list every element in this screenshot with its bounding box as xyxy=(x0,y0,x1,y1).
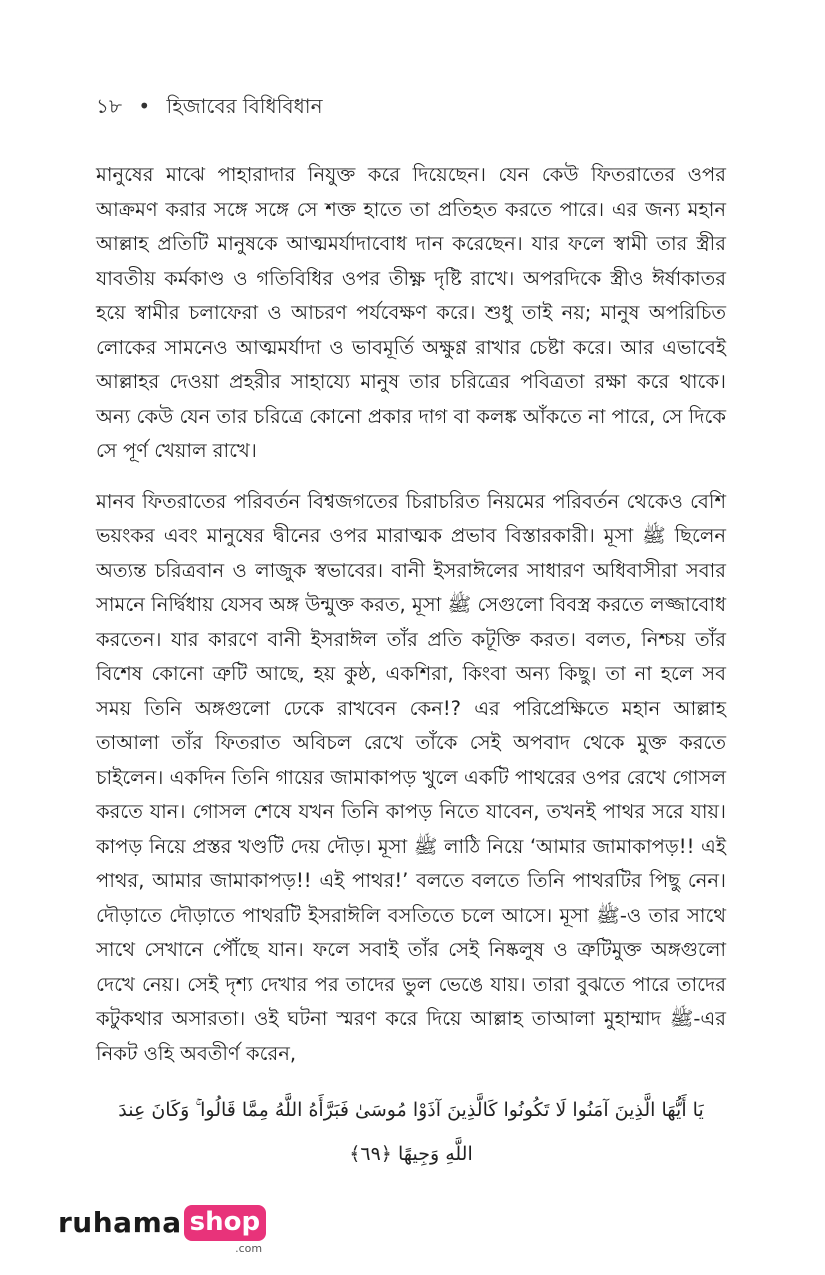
page-header xyxy=(96,92,323,125)
logo-text: ruhama xyxy=(58,1206,182,1239)
quran-verse-line-1: يَا أَيُّهَا الَّذِينَ آمَنُوا لَا تَكُونُوا كَالَّذِينَ آذَوْا مُوسَىٰ فَبَرَّأَهُ اللَّهُ مِمَّا قَالُوا ۚ وَكَانَ عِندَ xyxy=(118,1099,704,1121)
logo-badge: shop xyxy=(184,1205,266,1241)
ruhama-shop-logo xyxy=(58,1205,266,1255)
paragraph-2: মানব ফিতরাতের পরিবর্তন বিশ্বজগতের চিরাচরিত নিয়মের পরিবর্তন থেকেও বেশি ভয়ংকর এবং মানুষের দ্বীনের ওপর মারাত্মক প্রভাব বিস্তারকারী। মূসা ﷺ ছিলেন অত্যন্ত চরিত্রবান ও লাজুক স্বভাবের। বানী ইসরাঈলের সাধারণ অধিবাসীরা সবার সামনে নির্দ্বিধায় যেসব অঙ্গ উন্মুক্ত করত, মূসা ﷺ সেগুলো বিবস্ত্র করতে লজ্জাবোধ করতেন। যার কারণে বানী ইসরাঈল তাঁর প্রতি কটূক্তি করত। বলত, নিশ্চয় তাঁর বিশেষ কোনো ত্রুটি আছে, হয় কুষ্ঠ, একশিরা, কিংবা অন্য কিছু। তা না হলে সব সময় তিনি অঙ্গগুলো ঢেকে রাখবেন কেন!? এর পরিপ্রেক্ষিতে মহান আল্লাহ তাআলা তাঁর ফিতরাত অবিচল রেখে তাঁকে সেই অপবাদ থেকে মুক্ত করতে চাইলেন। একদিন তিনি গায়ের জামাকাপড় খুলে একটি পাথরের ওপর রেখে গোসল করতে যান। গোসল শেষে যখন তিনি কাপড় নিতে যাবেন, তখনই পাথর সরে যায়। কাপড় নিয়ে প্রস্তর খণ্ডটি দেয় দৌড়। মূসা ﷺ লাঠি নিয়ে ‘আমার জামাকাপড়!! এই পাথর, আমার জামাকাপড়!! এই পাথর!’ বলতে বলতে তিনি পাথরটির পিছু নেন। দৌড়াতে দৌড়াতে পাথরটি ইসরাঈলি বসতিতে চলে আসে। মূসা ﷺ-ও তার সাথে সাথে সেখানে পৌঁছে যান। ফলে সবাই তাঁর সেই নিষ্কলুষ ও ত্রুটিমুক্ত অঙ্গগুলো দেখে নেয়। সেই দৃশ্য দেখার পর তাদের ভুল ভেঙে যায়। তারা বুঝতে পারে তাদের কটুকথার অসারতা। ওই ঘটনা স্মরণ করে দিয়ে আল্লাহ তাআলা মুহাম্মাদ ﷺ-এর নিকট ওহি অবতীর্ণ করেন, xyxy=(96,489,726,1065)
logo-domain: .com xyxy=(235,1242,263,1255)
quran-verse xyxy=(96,1088,726,1176)
page-number: ১৮ xyxy=(96,94,122,118)
quran-verse-line-2: اللَّهِ وَجِيهًا ﴿٦٩﴾ xyxy=(349,1143,473,1165)
book-title: হিজাবের বিধিবিধান xyxy=(166,94,323,118)
logo-badge-group xyxy=(184,1205,266,1255)
paragraph-1: মানুষের মাঝে পাহারাদার নিযুক্ত করে দিয়েছেন। যেন কেউ ফিতরাতের ওপর আক্রমণ করার সঙ্গে সঙ্গে সে শক্ত হাতে তা প্রতিহত করতে পারে। এর জন্য মহান আল্লাহ প্রতিটি মানুষকে আত্মমর্যাদাবোধ দান করেছেন। যার ফলে স্বামী তার স্ত্রীর যাবতীয় কর্মকাণ্ড ও গতিবিধির ওপর তীক্ষ্ণ দৃষ্টি রাখে। অপরদিকে স্ত্রীও ঈর্ষাকাতর হয়ে স্বামীর চলাফেরা ও আচরণ পর্যবেক্ষণ করে। শুধু তাই নয়; মানুষ অপরিচিত লোকের সামনেও আত্মমর্যাদা ও ভাবমূর্তি অক্ষুণ্ণ রাখার চেষ্টা করে। আর এভাবেই আল্লাহর দেওয়া প্রহরীর সাহায্যে মানুষ তার চরিত্রের পবিত্রতা রক্ষা করে থাকে। অন্য কেউ যেন তার চরিত্রে কোনো প্রকার দাগ বা কলঙ্ক আঁকতে না পারে, সে দিকে সে পূর্ণ খেয়াল রাখে। xyxy=(96,163,726,462)
header-bullet: • xyxy=(138,94,151,118)
body-text xyxy=(96,158,726,1087)
